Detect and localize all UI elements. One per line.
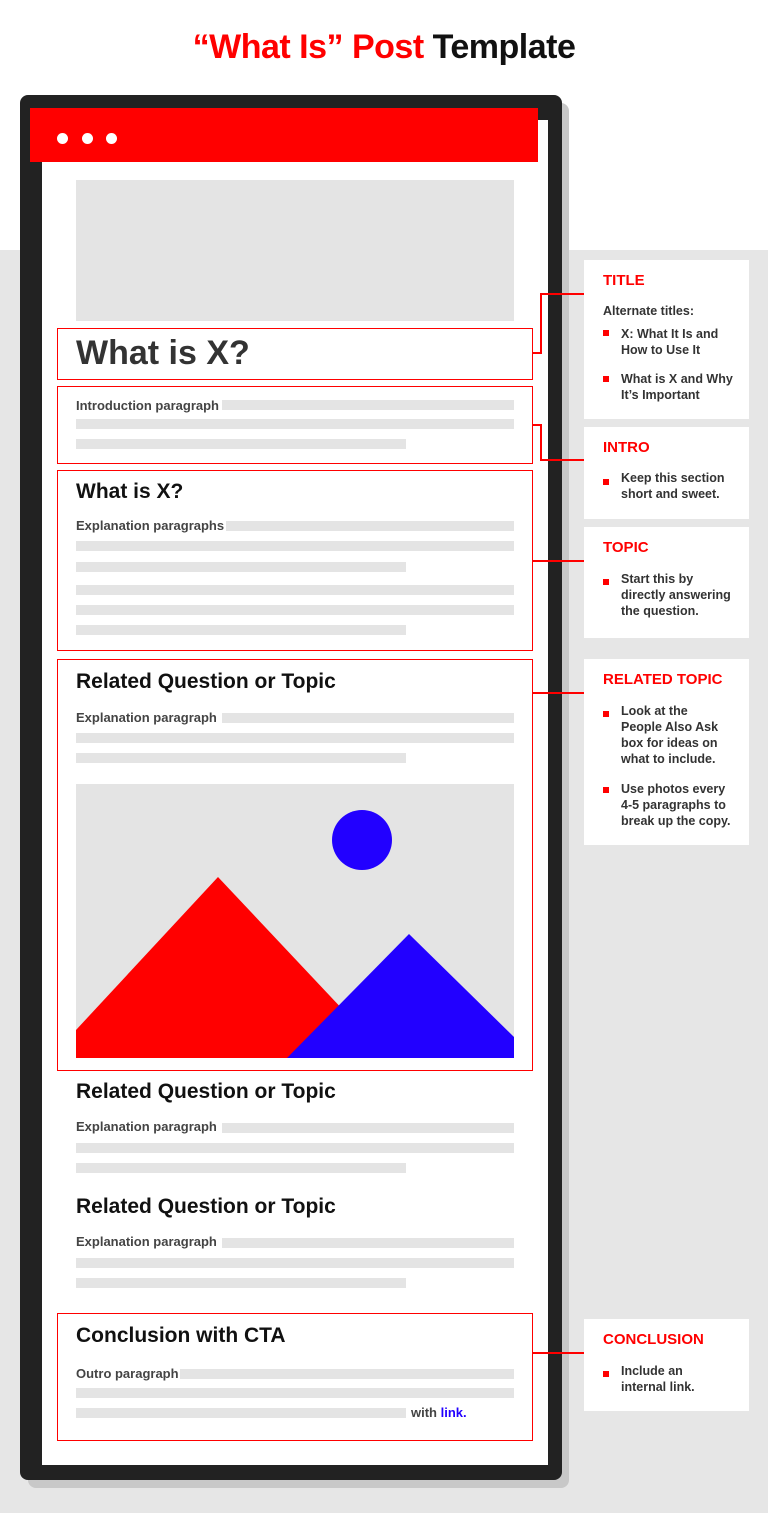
related-heading-1: Related Question or Topic xyxy=(76,670,336,693)
callout-title-subtitle: Alternate titles: xyxy=(603,304,694,318)
text-line xyxy=(76,1408,406,1418)
callout-related-topic xyxy=(584,659,749,845)
text-line xyxy=(76,419,514,429)
callout-topic-label: TOPIC xyxy=(603,539,649,556)
callout-conclusion-label: CONCLUSION xyxy=(603,1331,704,1348)
related-label-1: Explanation paragraph xyxy=(76,710,217,725)
text-line xyxy=(76,625,406,635)
text-line xyxy=(76,562,406,572)
landscape-image-icon xyxy=(76,784,514,1058)
text-line xyxy=(76,439,406,449)
topic-label: Explanation paragraphs xyxy=(76,518,225,533)
callout-intro-item-1: Keep this section short and sweet. xyxy=(621,471,725,501)
connector-line xyxy=(540,293,542,353)
bullet-icon xyxy=(603,787,609,793)
callout-related-item-2: Use photos every 4-5 paragraphs to break up the copy. xyxy=(621,782,731,828)
text-line xyxy=(76,1278,406,1288)
callout-intro-label: INTRO xyxy=(603,439,650,456)
page-title xyxy=(0,28,768,67)
text-line xyxy=(76,1143,514,1153)
post-title: What is X? xyxy=(76,334,250,372)
cta-text xyxy=(411,1405,467,1420)
with-text: with xyxy=(411,1405,437,1420)
text-line xyxy=(222,400,514,410)
text-line xyxy=(222,713,514,723)
text-line xyxy=(180,1369,514,1379)
callout-title-item-1: X: What It Is and How to Use It xyxy=(621,327,719,357)
page-title-black: Template xyxy=(432,28,576,66)
text-line xyxy=(76,541,514,551)
text-line xyxy=(222,1123,514,1133)
related-heading-3: Related Question or Topic xyxy=(76,1195,336,1218)
callout-related-label: RELATED TOPIC xyxy=(603,671,723,688)
callout-topic xyxy=(584,527,749,638)
window-dot-icon xyxy=(106,133,117,144)
bullet-icon xyxy=(603,579,609,585)
window-dot-icon xyxy=(57,133,68,144)
bullet-icon xyxy=(603,376,609,382)
bullet-icon xyxy=(603,479,609,485)
callout-conclusion xyxy=(584,1319,749,1411)
bullet-icon xyxy=(603,711,609,717)
callout-title xyxy=(584,260,749,419)
callout-title-item-2: What is X and Why It’s Important xyxy=(621,372,733,402)
callout-intro xyxy=(584,427,749,519)
connector-line xyxy=(540,424,542,460)
callout-topic-item-1: Start this by directly answering the question. xyxy=(621,572,731,618)
conclusion-heading: Conclusion with CTA xyxy=(76,1324,286,1347)
intro-label: Introduction paragraph xyxy=(76,398,219,413)
text-line xyxy=(76,605,514,615)
related-label-3: Explanation paragraph xyxy=(76,1234,217,1249)
text-line xyxy=(76,1163,406,1173)
bullet-icon xyxy=(603,1371,609,1377)
text-line xyxy=(226,521,514,531)
text-line xyxy=(76,1388,514,1398)
related-heading-2: Related Question or Topic xyxy=(76,1080,336,1103)
outro-label: Outro paragraph xyxy=(76,1366,179,1381)
cta-link[interactable]: link. xyxy=(440,1405,467,1420)
featured-image-placeholder xyxy=(76,180,514,321)
callout-conclusion-item-1: Include an internal link. xyxy=(621,1364,695,1394)
callout-related-item-1: Look at the People Also Ask box for ideas on what to include. xyxy=(621,704,719,766)
page-title-red: “What Is” Post xyxy=(192,28,424,66)
text-line xyxy=(76,585,514,595)
text-line xyxy=(76,1258,514,1268)
text-line xyxy=(76,733,514,743)
window-dot-icon xyxy=(82,133,93,144)
callout-title-label: TITLE xyxy=(603,272,645,289)
text-line xyxy=(76,753,406,763)
related-label-2: Explanation paragraph xyxy=(76,1119,217,1134)
text-line xyxy=(222,1238,514,1248)
photo-placeholder xyxy=(76,784,514,1058)
topic-heading: What is X? xyxy=(76,480,184,503)
bullet-icon xyxy=(603,330,609,336)
